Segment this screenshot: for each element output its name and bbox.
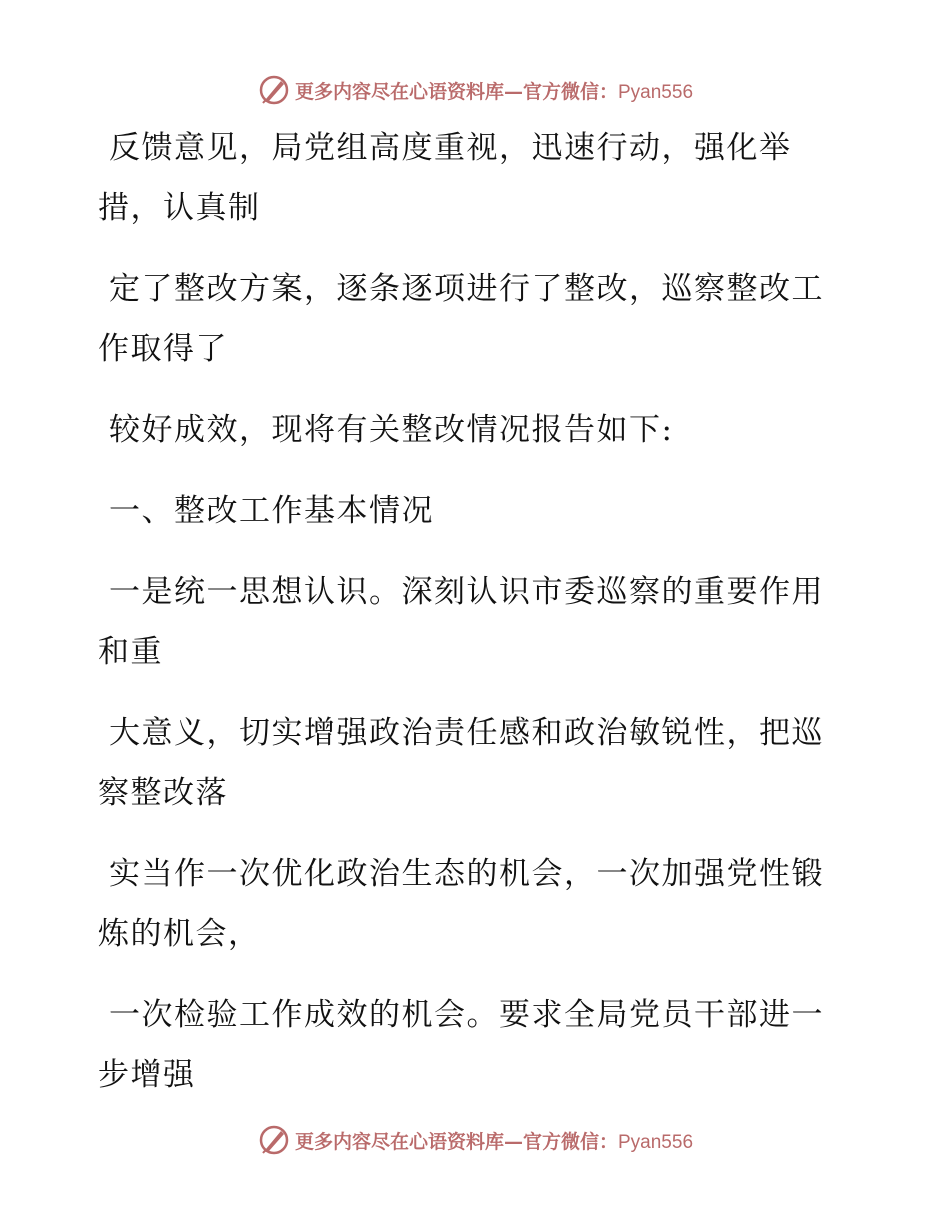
paragraph-7: 实当作一次优化政治生态的机会，一次加强党性锻炼的机会， <box>98 856 824 952</box>
paragraph-3: 较好成效，现将有关整改情况报告如下: <box>109 412 674 448</box>
paragraph-5: 一是统一思想认识。深刻认识市委巡察的重要作用和重 <box>98 574 824 670</box>
document-body <box>98 118 828 1126</box>
footer-banner-wx-label: 官方微信： <box>522 1130 618 1153</box>
header-banner-wx-id: Pyan556 <box>618 81 694 103</box>
header-banner-wx-label: 官方微信： <box>522 80 618 103</box>
pen-logo-icon <box>257 1123 291 1157</box>
section-heading: 一、整改工作基本情况 <box>109 493 434 529</box>
header-watermark <box>0 70 950 110</box>
pen-logo-icon <box>257 73 291 107</box>
footer-watermark <box>0 1120 950 1160</box>
header-banner-dash: — <box>503 80 523 103</box>
footer-banner-dash: — <box>503 1130 523 1153</box>
paragraph-8: 一次检验工作成效的机会。要求全局党员干部进一步增强 <box>98 997 824 1093</box>
paragraph-1: 反馈意见，局党组高度重视，迅速行动，强化举措，认真制 <box>98 130 792 226</box>
footer-banner-wx-id: Pyan556 <box>618 1131 694 1153</box>
paragraph-6: 大意义，切实增强政治责任感和政治敏锐性，把巡察整改落 <box>98 715 824 811</box>
footer-banner-main: 更多内容尽在心语资料库 <box>294 1130 504 1153</box>
paragraph-2: 定了整改方案，逐条逐项进行了整改，巡察整改工作取得了 <box>98 271 824 367</box>
header-banner-main: 更多内容尽在心语资料库 <box>294 80 504 103</box>
